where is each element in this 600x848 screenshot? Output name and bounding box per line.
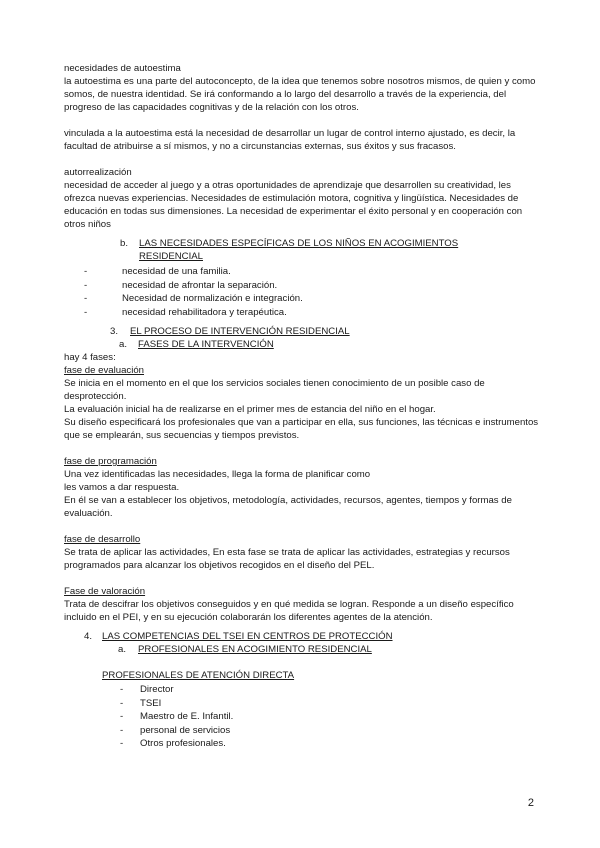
- fase-programacion-line-1: Una vez identificadas las necesidades, llega la forma de planificar como: [64, 469, 371, 480]
- section-4a-marker: a.: [118, 644, 127, 655]
- list-item: - personal de servicios: [120, 724, 231, 736]
- list-item: - Otros profesionales.: [120, 738, 226, 749]
- section-b-title-line-1: LAS NECESIDADES ESPECÍFICAS DE LOS NIÑOS EN ACOGIMIENTOS: [139, 238, 459, 249]
- fase-valoracion-heading: Fase de valoración: [64, 586, 146, 597]
- section-3a-marker: a.: [119, 339, 128, 350]
- list-item: - necesidad de una familia.: [84, 266, 231, 277]
- section-b-title: [139, 237, 458, 263]
- autorrealizacion-heading: autorrealización: [64, 167, 132, 178]
- fase-programacion-heading: fase de programación: [64, 456, 157, 467]
- section-b-marker: b.: [120, 238, 129, 249]
- list-item: - necesidad rehabilitadora y terapéutica.: [84, 306, 287, 318]
- section-4-title: LAS COMPETENCIAS DEL TSEI EN CENTROS DE PROTECCIÓN: [102, 631, 393, 642]
- list-item: - necesidad de afrontar la separación.: [84, 279, 278, 291]
- list-item: - Director: [120, 684, 174, 695]
- section-b-title-line-2: RESIDENCIAL: [139, 251, 203, 262]
- section-3-heading: [110, 325, 542, 338]
- page-number: 2: [527, 797, 534, 809]
- list-item: - TSEI: [120, 697, 162, 709]
- profesionales-heading: PROFESIONALES DE ATENCIÓN DIRECTA: [102, 670, 295, 681]
- list-item: - Maestro de E. Infantil.: [120, 711, 234, 722]
- fase-desarrollo-heading: fase de desarrollo: [64, 534, 141, 545]
- document-page: [64, 62, 542, 751]
- fase-desarrollo-paragraph: Se trata de aplicar las actividades, En esta fase se trata de aplicar las actividades, estrategias y recursos programados para alcanzar los objetivos recogidos en el diseño del PEL.: [64, 547, 510, 571]
- fase-evaluacion-paragraph-1: Se inicia en el momento en el que los servicios sociales tienen conocimiento de un posible caso de desprotección.: [64, 378, 485, 402]
- section-3a-heading: [119, 338, 542, 351]
- fase-evaluacion-paragraph-2: La evaluación inicial ha de realizarse en el primer mes de estancia del niño en el hogar.: [64, 404, 436, 415]
- autorrealizacion-paragraph: necesidad de acceder al juego y a otras oportunidades de aprendizaje que desarrollen su creatividad, les ofrezca nuevas experiencias. Necesidades de estimulación motora, cognitiva y lingüística. Necesidades de educación en todas sus dimensiones. La necesidad de experimentar el éxito personal y en cooperación con otros niños: [64, 180, 523, 230]
- section-3-title: EL PROCESO DE INTERVENCIÓN RESIDENCIAL: [130, 326, 350, 337]
- fase-programacion-line-3: En él se van a establecer los objetivos, metodología, actividades, recursos, agentes, tiempos y formas de evaluación.: [64, 495, 512, 519]
- autoestima-heading: necesidades de autoestima: [64, 63, 181, 74]
- section-b-list: [84, 265, 542, 319]
- autoestima-paragraph-1: la autoestima es una parte del autoconcepto, de la idea que tenemos sobre nosotros mismos, de quien y como somos, de nuestra identidad. Se irá conformando a lo largo del desarrollo a través de la experiencia, del progreso de las capacidades cognitivas y de la relación con los otros.: [64, 76, 536, 113]
- fase-valoracion-paragraph: Trata de descifrar los objetivos conseguidos y en qué medida se logran. Responde a un diseño específico incluido en el PEI, y en su ejecución colaborarán los diferentes agentes de la atención.: [64, 599, 514, 623]
- section-4-heading: [84, 630, 542, 643]
- section-3-marker: 3.: [110, 326, 119, 337]
- fases-intro: hay 4 fases:: [64, 352, 116, 363]
- section-4a-title: PROFESIONALES EN ACOGIMIENTO RESIDENCIAL: [138, 644, 372, 655]
- autoestima-paragraph-2: vinculada a la autoestima está la necesidad de desarrollar un lugar de control interno ajustado, es decir, la facultad de atribuirse a sí mismos, y no a circunstancias externas, sus éxitos y sus fracasos.: [64, 128, 516, 152]
- fase-evaluacion-paragraph-3: Su diseño especificará los profesionales que van a participar en ella, sus funciones, las técnicas e instrumentos que se emplearán, sus secuencias y tiempos previstos.: [64, 417, 539, 441]
- fase-evaluacion-heading: fase de evaluación: [64, 365, 145, 376]
- profesionales-list: [120, 683, 542, 751]
- section-b-heading: [120, 237, 542, 263]
- section-4-marker: 4.: [84, 631, 93, 642]
- fase-programacion-line-2: les vamos a dar respuesta.: [64, 482, 180, 493]
- list-item: - Necesidad de normalización e integración.: [84, 293, 303, 304]
- section-3a-title: FASES DE LA INTERVENCIÓN: [138, 339, 274, 350]
- section-4a-heading: [118, 643, 542, 656]
